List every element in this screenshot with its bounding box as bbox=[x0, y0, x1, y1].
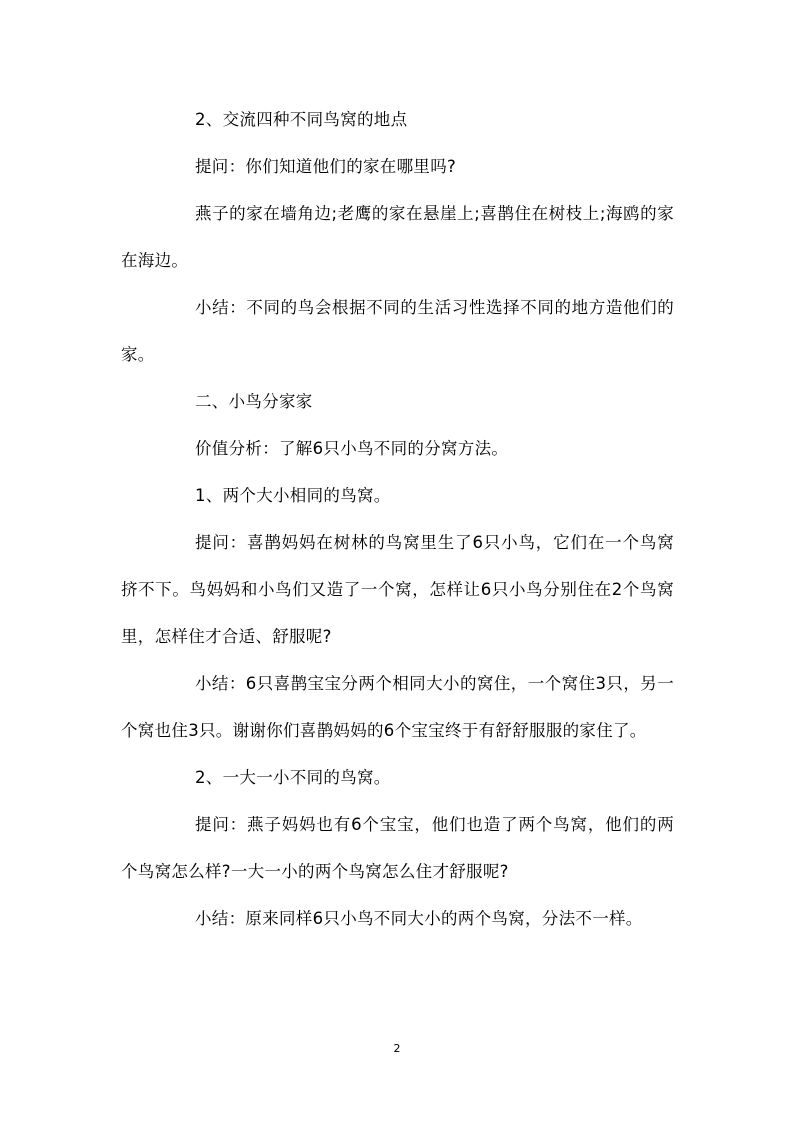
document-body bbox=[121, 96, 674, 942]
paragraph: 提问：喜鹊妈妈在树林的鸟窝里生了6只小鸟，它们在一个鸟窝挤不下。鸟妈妈和小鸟们又造了一个窝，怎样让6只小鸟分别住在2个鸟窝里，怎样住才合适、舒服呢? bbox=[121, 533, 674, 646]
paragraph: 提问：你们知道他们的家在哪里吗? bbox=[195, 157, 457, 176]
page-number: 2 bbox=[393, 1042, 401, 1055]
section-heading: 二、小鸟分家家 bbox=[195, 392, 313, 411]
paragraph: 小结：原来同样6只小鸟不同大小的两个鸟窝，分法不一样。 bbox=[195, 909, 643, 928]
paragraph: 小结：6只喜鹊宝宝分两个相同大小的窝住，一个窝住3只，另一个窝也住3只。谢谢你们喜鹊妈妈的6个宝宝终于有舒舒服服的家住了。 bbox=[121, 674, 674, 740]
paragraph: 价值分析：了解6只小鸟不同的分窝方法。 bbox=[195, 439, 509, 458]
paragraph: 提问：燕子妈妈也有6个宝宝，他们也造了两个鸟窝，他们的两个鸟窝怎么样?一大一小的两个鸟窝怎么住才舒服呢? bbox=[121, 815, 674, 881]
subsection-heading: 2、一大一小不同的鸟窝。 bbox=[195, 768, 391, 787]
paragraph: 小结：不同的鸟会根据不同的生活习性选择不同的地方造他们的家。 bbox=[121, 298, 674, 364]
paragraph: 2、交流四种不同鸟窝的地点 bbox=[195, 110, 408, 129]
subsection-heading: 1、两个大小相同的鸟窝。 bbox=[195, 486, 391, 505]
paragraph: 燕子的家在墙角边;老鹰的家在悬崖上;喜鹊住在树枝上;海鸥的家在海边。 bbox=[121, 204, 674, 270]
